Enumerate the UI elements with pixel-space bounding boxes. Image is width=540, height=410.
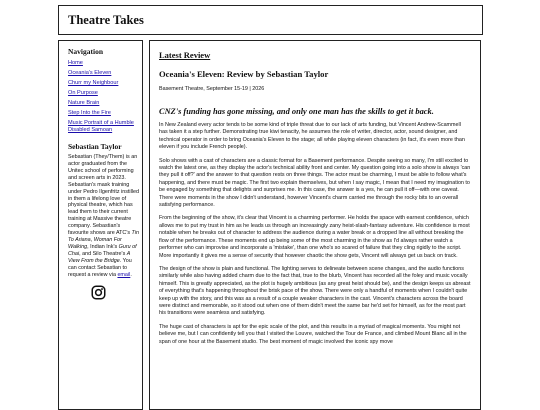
- article-paragraph: The design of the show is plain and functional. The lighting serves to delineate between scene changes, and the audio functions similarly while also having added charm due to the fact that, true to the blurb, Vincent has recorded all the foley and music vocally himself. This is greatly appreciated, as the plot is hugely ambitious (as any great heist should be), and the design keeps us abreast of everything that's happening throughout the brisk pace of the show. There were only a handful of moments when I couldn't quite keep up with the story, and this was as a result of a couple weaker characters in the cast. Vincent's characters across the board were distinct and memorable, so it stood out when one of them didn't meet the same bar he'd set for himself, as for the most part his transitions were seamless and satisfying.: [159, 265, 471, 317]
- bio-show-3: Guru of Chai: [68, 243, 137, 257]
- bio-text: Sebastian (They/Them) is an actor graduated from the Unitec school of performing and screen arts in 2023. Sebastian's mask training under Pedro Ilgenfritz instilled in them a lifelong love of physical theatre, which has lead them to their current training at Massive theatre company. Sebastian's favourite shows are ATC's: [68, 154, 140, 237]
- nav-list: [68, 60, 142, 133]
- site-header: [58, 5, 483, 35]
- nav-link-home[interactable]: Home: [68, 60, 83, 66]
- nav-link-on-purpose[interactable]: On Purpose: [68, 89, 98, 96]
- article-paragraph: Solo shows with a cast of characters are a classic format for a Basement performance. Despite seeing so many, I'm still excited to watch the latest one, as they display the actor's technical ability front and center. My question going into a solo show is always 'can they pull it off?' and the answer to that question rests on three things. The actor must be charming, I must be able to follow what's happening, and there must be magic. The first two explain themselves, but when I say magic, I mean that I need my imagination to be engaged by something that delights and surprises me. In this case, the answer is a yes, he can pull it off—with one caveat. There were moments in the show I didn't understand, however Vincent's charm carried me through the rocky bits to an overall satisfying performance.: [159, 157, 471, 209]
- bio-text: .: [130, 271, 132, 278]
- sidebar: [58, 40, 143, 410]
- article-paragraph: From the beginning of the show, it's clear that Vincent is a charming performer. He holds the space with earnest confidence, which allows me to put my trust in him as he leads us through an increasingly zany heist-slash-fantasy adventure. His confidence is most notable when he breaks out of character to address the audience during a water break or a dropped line all without breaking the flow of the performance. These moments end up being some of the most charming in the show as I'd always rather watch a performer who can improvise and incorporate a 'mistake', than one who's so scared of failure that they cling rigidly to the script. More importantly it gives me a sense of security that however chaotic the show gets, Vincent will always get us back on track.: [159, 215, 470, 259]
- site-title[interactable]: Theatre Takes: [68, 12, 144, 27]
- article-paragraph: In New Zealand every actor tends to be some kind of triple threat due to our lack of arts funding, but Vincent Andrew-Scammell has taken it a step further. Demonstrating true kiwi tenacity, he assumes the role of writer, director, actor, sound designer, and technical operator in order to bring Oceania's Eleven to the stage; all while playing eleven characters (in fact, it's even more than eleven if you include French people).: [159, 122, 465, 151]
- email-link[interactable]: email: [117, 271, 131, 278]
- bio-show-4: A View From the Bridge: [68, 250, 131, 264]
- nav-link-music-portrait[interactable]: Music Portrait of a Humble Disabled Samoan: [68, 119, 134, 133]
- instagram-icon[interactable]: [91, 285, 106, 300]
- article-title: Oceania's Eleven: Review by Sebastian Taylor: [159, 69, 329, 79]
- nav-link-oceanias-eleven[interactable]: Oceania's Eleven: [68, 69, 112, 76]
- bio-text: , Indian Ink's: [87, 243, 119, 250]
- article-lead: CNZ's funding has gone missing, and only one man has the skills to get it back.: [159, 107, 434, 116]
- article-meta: Basement Theatre, September 15-19 | 2026: [159, 86, 265, 92]
- bio-show-1: Tin To Ariana: [68, 230, 139, 243]
- author-heading: Sebastian Taylor: [68, 142, 122, 152]
- bio-text: . You can contact Sebastian to request a review via: [68, 257, 132, 278]
- nav-link-step-into-the-fire[interactable]: Step Into the Fire: [68, 109, 111, 116]
- main-content: [149, 40, 481, 410]
- article-paragraph: The huge cast of characters is apt for the epic scale of the plot, and this results in a myriad of magical moments. You might not believe me, but I can confidently tell you that I visited the Louvre, watched the Tour de France, and climbed Mount Blanc all in the span of one hour at the Basement studio. The best moment of magic involved the iconic spy move: [159, 323, 467, 345]
- section-heading[interactable]: Latest Review: [159, 50, 211, 60]
- bio-text: , and Silo Theatre's: [79, 250, 127, 257]
- bio-text: ,: [90, 236, 94, 243]
- bio-show-2: Woman For Walking: [68, 236, 122, 250]
- author-bio: [68, 154, 140, 278]
- nav-link-nature-brain[interactable]: Nature Brain: [68, 99, 100, 106]
- nav-heading: Navigation: [68, 47, 104, 56]
- nav-link-churr-my-neighbour[interactable]: Churr my Neighbour: [68, 79, 119, 86]
